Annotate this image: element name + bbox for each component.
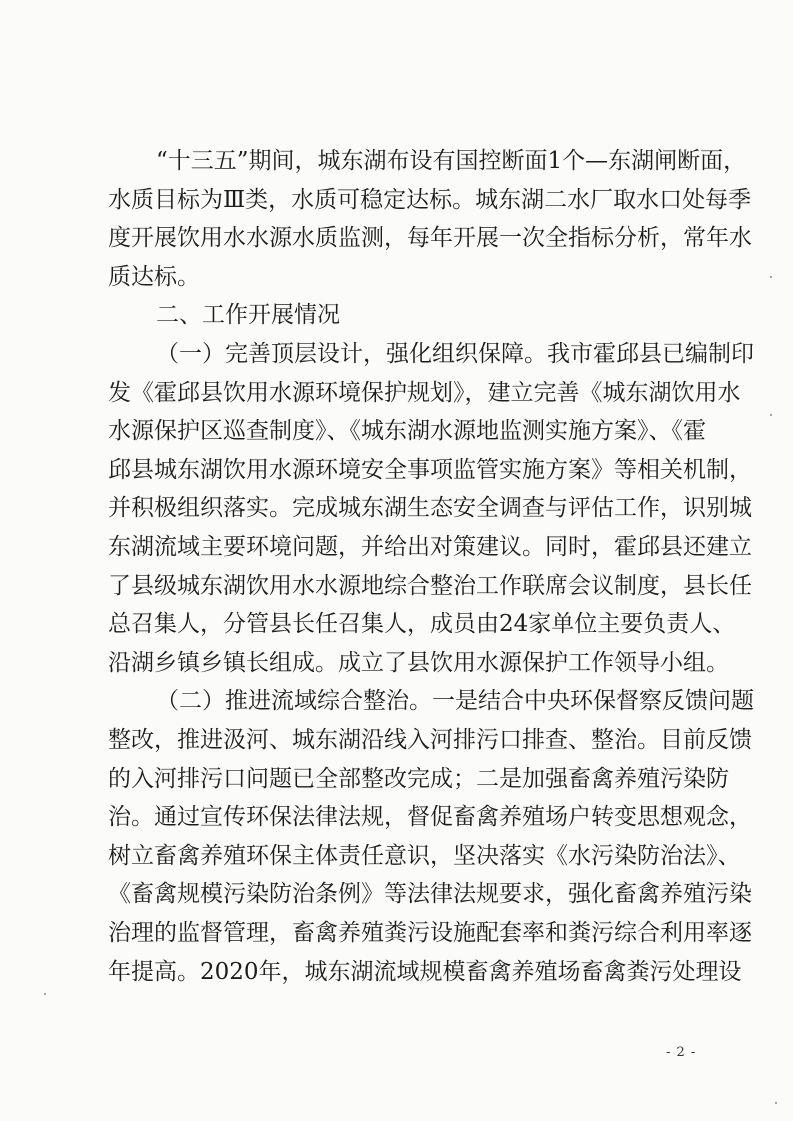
text-line: 东湖流域主要环境问题，并给出对策建议。同时，霍邱县还建立 bbox=[108, 534, 752, 560]
text-line: （一）完善顶层设计，强化组织保障。我市霍邱县已编制印 bbox=[156, 341, 754, 367]
text-line: 邱县城东湖饮用水源环境安全事项监管实施方案》等相关机制， bbox=[108, 456, 752, 483]
text-line: 年提高。2020年，城东湖流域规模畜禽养殖场畜禽粪污处理设 bbox=[108, 958, 742, 985]
text-line: 治理的监督管理，畜禽养殖粪污设施配套率和粪污综合利用率逐 bbox=[108, 920, 752, 946]
scan-speck bbox=[44, 993, 46, 995]
section-heading: 二、工作开展情况 bbox=[156, 302, 340, 329]
text-line: 发《霍邱县饮用水源环境保护规划》，建立完善《城东湖饮用水 bbox=[108, 379, 741, 406]
text-line: 树立畜禽养殖环保主体责任意识，坚决落实《水污染防治法》、 bbox=[108, 842, 741, 869]
text-line: 质达标。 bbox=[108, 263, 200, 290]
text-line: 度开展饮用水水源水质监测，每年开展一次全指标分析，常年水 bbox=[108, 225, 752, 252]
text-line: 了县级城东湖饮用水水源地综合整治工作联席会议制度，县长任 bbox=[108, 572, 752, 599]
scan-speck bbox=[770, 414, 772, 416]
text-line: 的入河排污口问题已全部整改完成；二是加强畜禽养殖污染防 bbox=[108, 765, 729, 792]
text-line: 水质目标为Ⅲ类，水质可稳定达标。城东湖二水厂取水口处每季 bbox=[108, 186, 752, 213]
scan-speck bbox=[775, 1102, 777, 1104]
text-line: 水源保护区巡查制度》、《城东湖水源地监测实施方案》、《霍 bbox=[108, 418, 706, 445]
page-number: - 2 - bbox=[666, 1045, 697, 1060]
text-line: 并积极组织落实。完成城东湖生态安全调查与评估工作，识别城 bbox=[108, 495, 752, 522]
text-line: “十三五”期间，城东湖布设有国控断面1个—东湖闸断面， bbox=[156, 148, 747, 174]
text-line: 总召集人，分管县长任召集人，成员由24家单位主要负责人、 bbox=[108, 611, 736, 638]
scan-speck bbox=[770, 276, 772, 278]
text-line: 治。通过宣传环保法律法规，督促畜禽养殖场户转变思想观念， bbox=[108, 804, 752, 831]
text-line: 整改，推进汲河、城东湖沿线入河排污口排查、整治。目前反馈 bbox=[108, 727, 752, 753]
text-line: 沿湖乡镇乡镇长组成。成立了县饮用水源保护工作领导小组。 bbox=[108, 649, 729, 676]
text-line: 《畜禽规模污染防治条例》等法律法规要求，强化畜禽养殖污染 bbox=[108, 881, 752, 908]
text-line: （二）推进流域综合整治。一是结合中央环保督察反馈问题 bbox=[156, 688, 754, 715]
